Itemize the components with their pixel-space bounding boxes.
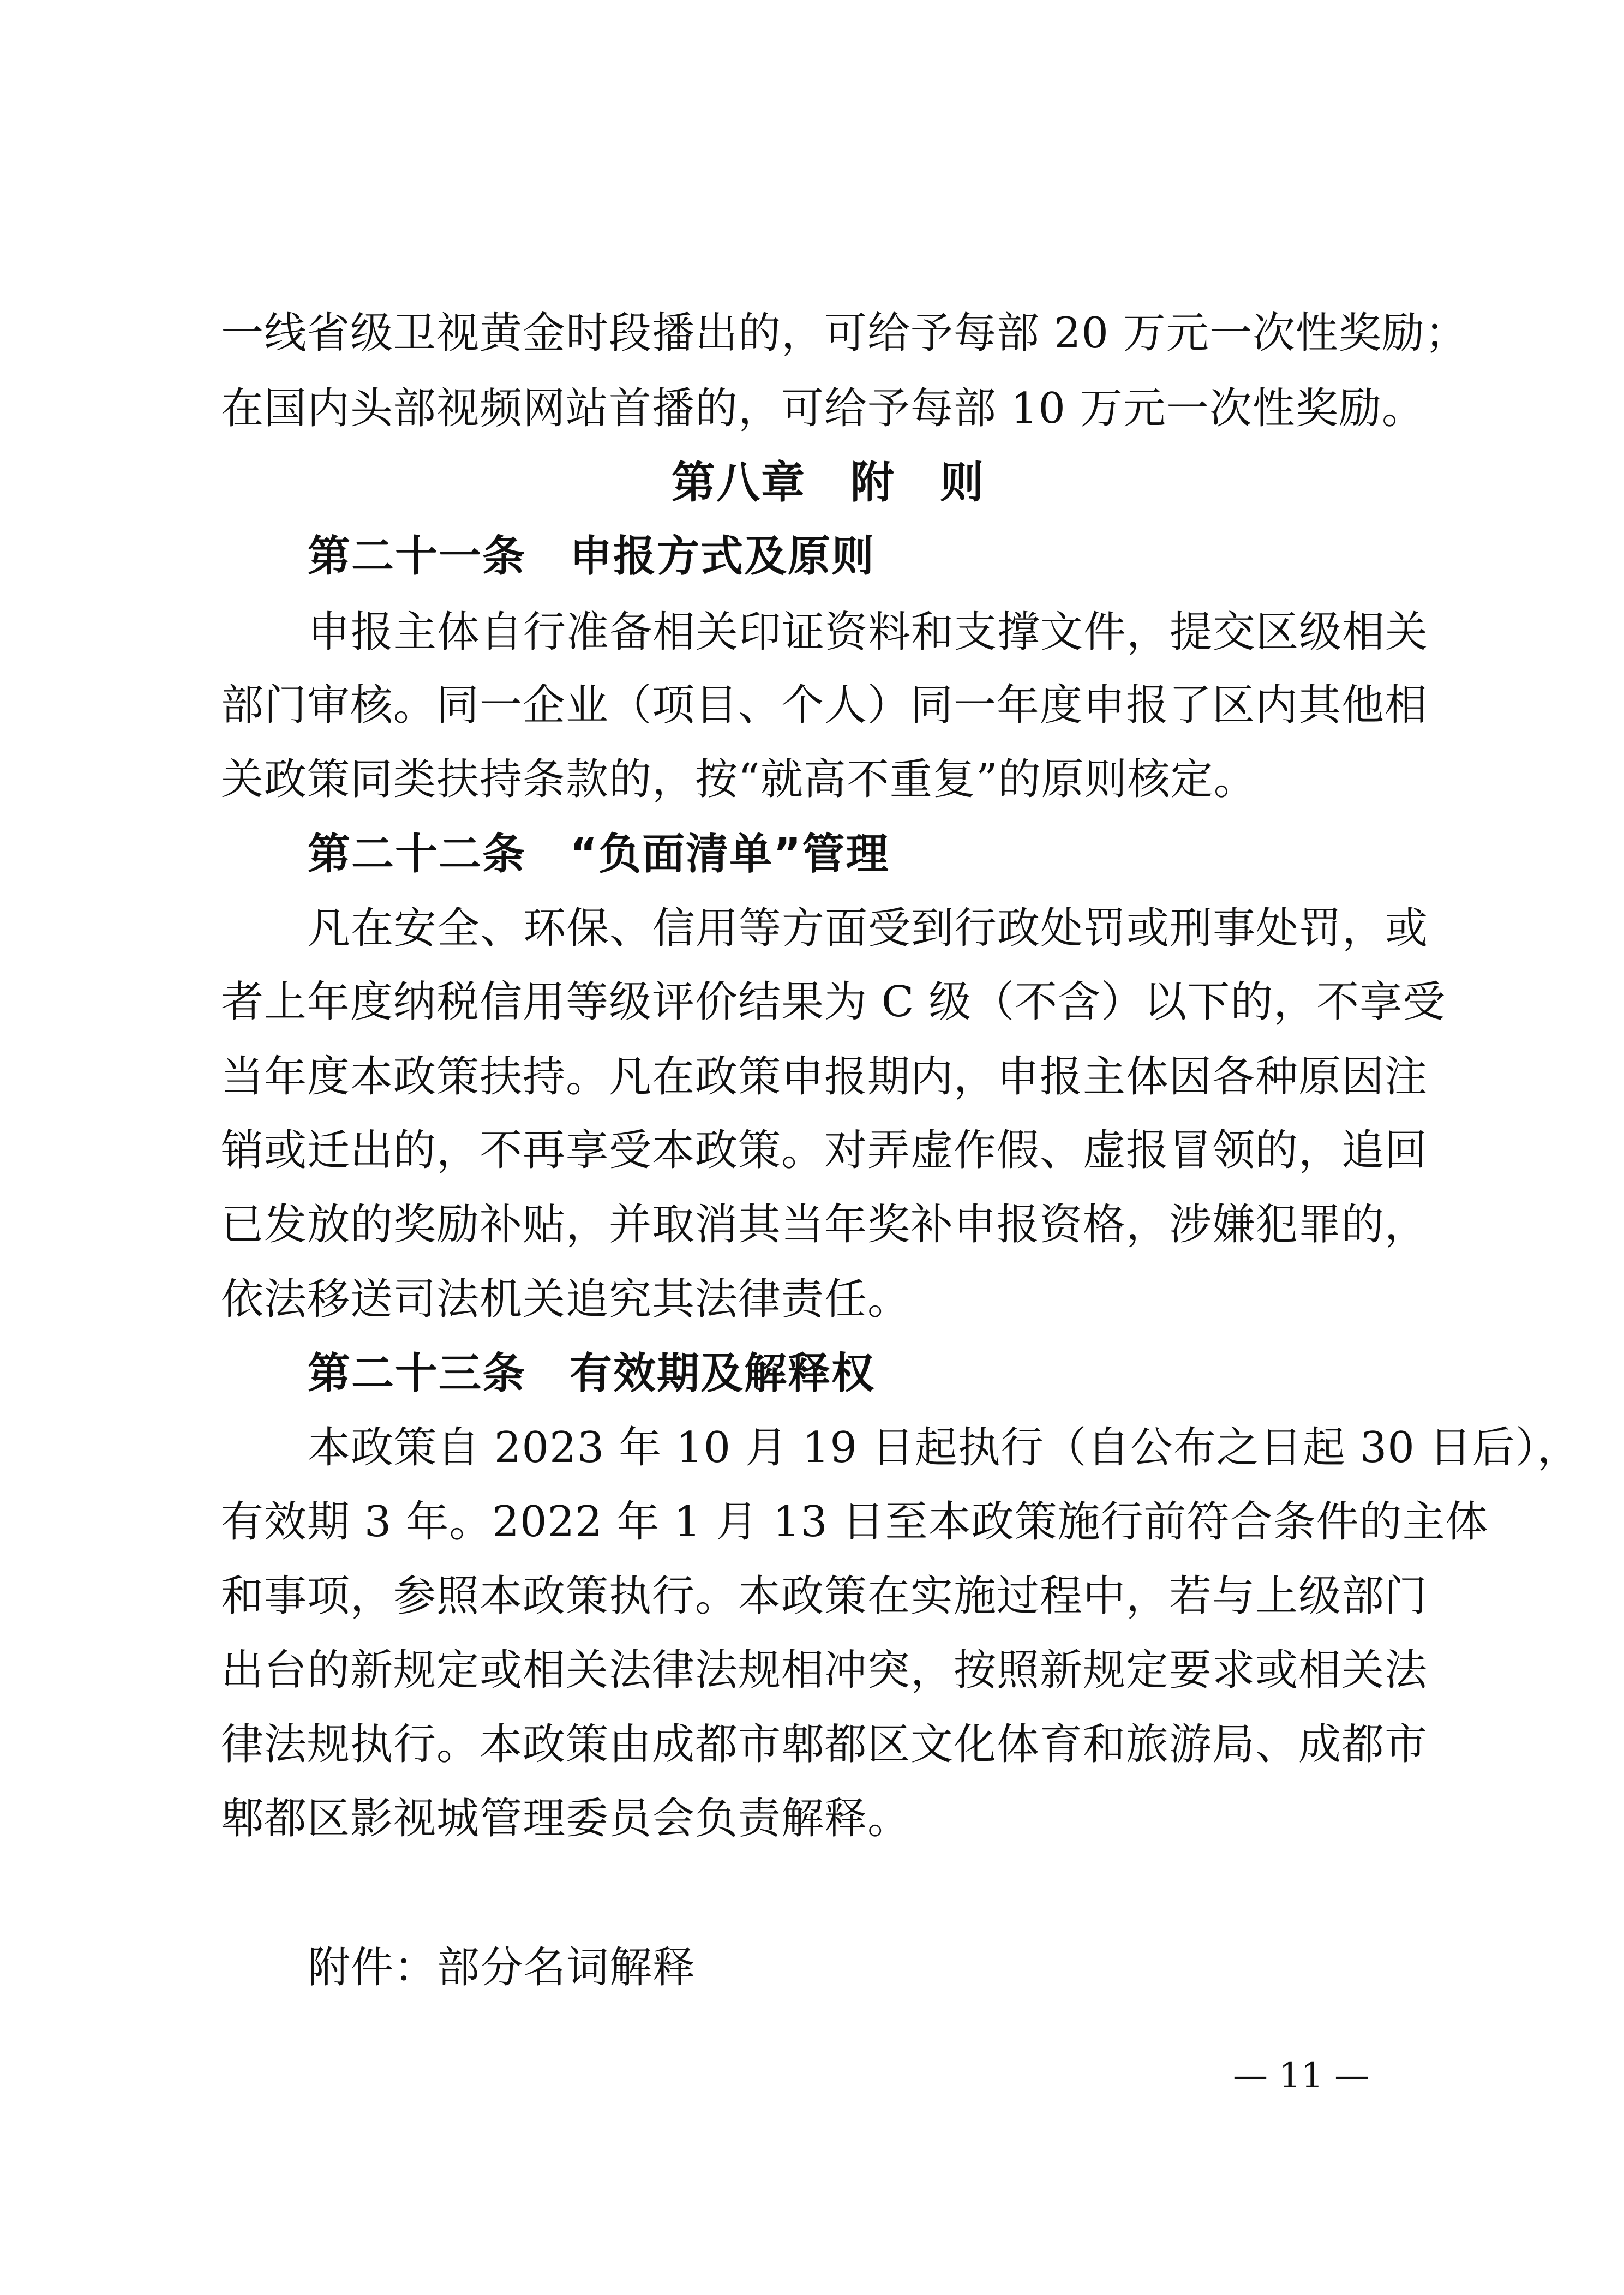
body-line: 凡在安全、环保、信用等方面受到行政处罚或刑事处罚，或 (308, 904, 1429, 953)
page-number: — 11 — (1233, 2056, 1370, 2096)
body-line: 在国内头部视频网站首播的，可给予每部 10 万元一次性奖励。 (221, 384, 1425, 433)
body-line: 一线省级卫视黄金时段播出的，可给予每部 20 万元一次性奖励； (221, 309, 1468, 358)
body-line: 出台的新规定或相关法律法规相冲突，按照新规定要求或相关法 (221, 1646, 1428, 1695)
section-title: 第二十三条 有效期及解释权 (308, 1349, 876, 1398)
body-line: 依法移送司法机关追究其法律责任。 (221, 1275, 911, 1324)
body-line: 关政策同类扶持条款的，按“就高不重复”的原则核定。 (221, 755, 1257, 804)
body-line: 者上年度纳税信用等级评价结果为 C 级（不含）以下的，不享受 (221, 978, 1446, 1027)
body-line: 当年度本政策扶持。凡在政策申报期内，申报主体因各种原因注 (221, 1052, 1428, 1101)
body-line: 销或迁出的，不再享受本政策。对弄虚作假、虚报冒领的，追回 (221, 1126, 1428, 1175)
chapter-title: 第八章 附 则 (672, 457, 985, 508)
section-title: 第二十一条 申报方式及原则 (308, 532, 876, 581)
body-line: 有效期 3 年。2022 年 1 月 13 日至本政策施行前符合条件的主体 (221, 1497, 1489, 1547)
body-line: 已发放的奖励补贴，并取消其当年奖补申报资格，涉嫌犯罪的， (221, 1200, 1428, 1249)
section-title: 第二十二条 “负面清单”管理 (308, 830, 890, 879)
body-line: 和事项，参照本政策执行。本政策在实施过程中，若与上级部门 (221, 1572, 1428, 1621)
body-line: 郫都区影视城管理委员会负责解释。 (221, 1794, 911, 1843)
body-line: 部门审核。同一企业（项目、个人）同一年度申报了区内其他相 (221, 681, 1428, 730)
attachment-note: 附件：部分名词解释 (308, 1943, 696, 1992)
body-line: 申报主体自行准备相关印证资料和支撑文件，提交区级相关 (308, 608, 1429, 657)
body-line: 本政策自 2023 年 10 月 19 日起执行（自公布之日起 30 日后）， (308, 1423, 1580, 1472)
body-line: 律法规执行。本政策由成都市郫都区文化体育和旅游局、成都市 (221, 1720, 1428, 1769)
